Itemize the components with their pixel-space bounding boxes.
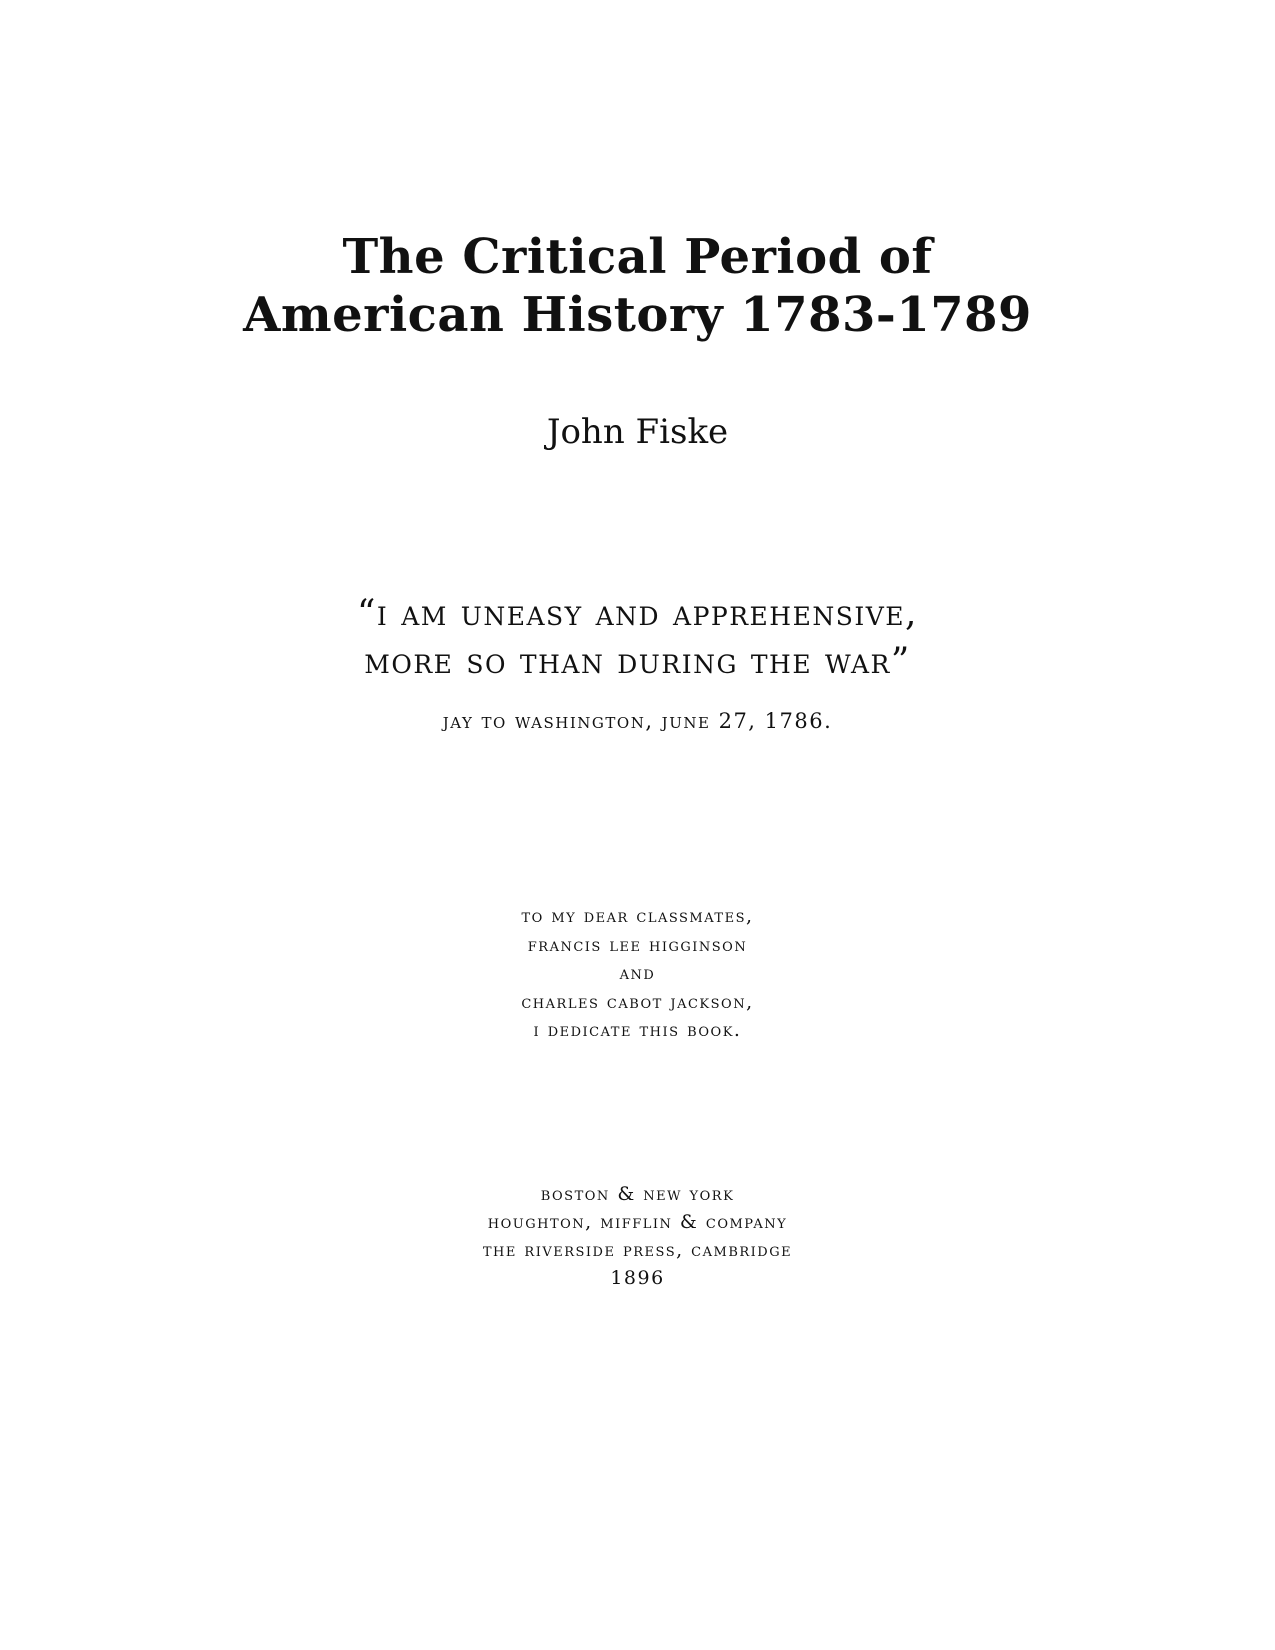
publisher-imprint (0, 1180, 1275, 1292)
epigraph-source: jay to washington, june 27, 1786. (442, 709, 833, 733)
dedication (0, 902, 1275, 1045)
imprint-place: boston & new york (540, 1183, 735, 1205)
dedication-line: to my dear classmates, (521, 905, 754, 927)
book-title (0, 228, 1275, 344)
imprint-publisher: houghton, mifflin & company (487, 1211, 788, 1233)
dedication-line: i dedicate this book. (533, 1019, 742, 1041)
imprint-year: 1896 (610, 1267, 665, 1289)
epigraph-quote-line-2: more so than during the war” (364, 641, 911, 682)
dedication-line: and (619, 962, 656, 984)
dedication-line: charles cabot jackson, (521, 990, 754, 1013)
imprint-press: the riverside press, cambridge (482, 1239, 793, 1261)
author-name: John Fiske (546, 412, 729, 452)
book-title-line-2: American History 1783-1789 (243, 287, 1032, 343)
epigraph-quote-line-1: “i am uneasy and apprehensive, (356, 593, 918, 634)
dedication-line: francis lee higginson (527, 933, 748, 956)
epigraph-quote (0, 590, 1275, 686)
book-title-line-1: The Critical Period of (342, 229, 933, 285)
